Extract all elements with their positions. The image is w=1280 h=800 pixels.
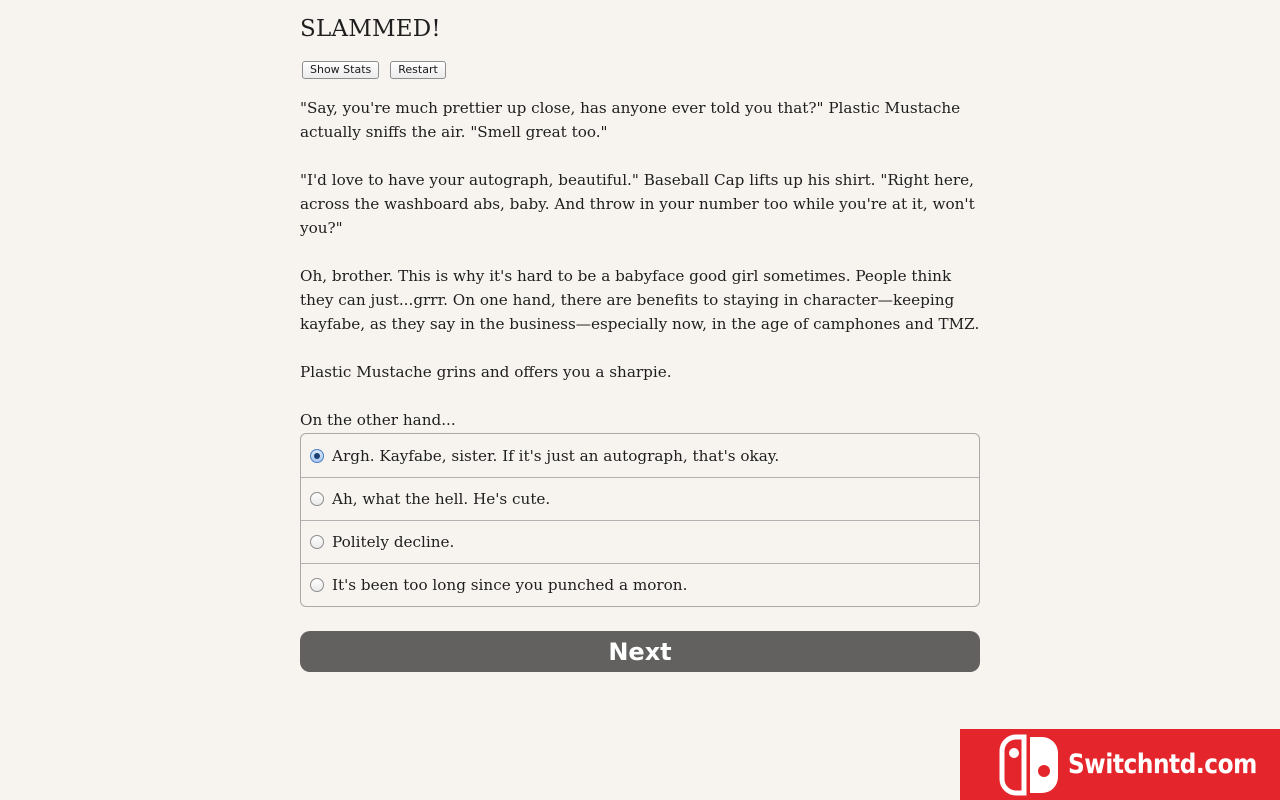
next-button[interactable]: Next: [300, 631, 980, 672]
choice-list: [300, 433, 980, 607]
story-paragraph: Plastic Mustache grins and offers you a sharpie.: [300, 363, 672, 381]
watermark-banner: [960, 729, 1280, 800]
story-paragraph: Oh, brother. This is why it's hard to be a babyface good girl sometimes. People think they can just...grrr. On one hand, there are benefits to staying in character—keeping kayfabe, as they say in the business—especially now, in the age of camphones and TMZ.: [300, 267, 980, 333]
choice-label: Argh. Kayfabe, sister. If it's just an autograph, that's okay.: [332, 446, 780, 465]
choice-option[interactable]: [301, 520, 979, 563]
choice-label: Politely decline.: [332, 533, 455, 551]
radio-button[interactable]: [310, 535, 324, 549]
nintendo-switch-logo-icon: [998, 733, 1062, 797]
radio-button[interactable]: [310, 449, 324, 463]
story-paragraph: "I'd love to have your autograph, beautiful." Baseball Cap lifts up his shirt. "Right here, across the washboard abs, baby. And throw in your number too while you're at it, won't you?": [300, 171, 975, 237]
choice-label: It's been too long since you punched a moron.: [332, 576, 688, 594]
story-text: [300, 96, 980, 456]
story-paragraph: On the other hand...: [300, 411, 456, 429]
choice-label: Ah, what the hell. He's cute.: [332, 490, 551, 508]
radio-button[interactable]: [310, 492, 324, 506]
story-paragraph: "Say, you're much prettier up close, has anyone ever told you that?" Plastic Mustache actually sniffs the air. "Smell great too.": [300, 99, 961, 141]
show-stats-button[interactable]: Show Stats: [302, 61, 379, 79]
choice-option[interactable]: [301, 477, 979, 520]
game-title: SLAMMED!: [300, 16, 441, 42]
toolbar: [302, 61, 446, 79]
radio-button[interactable]: [310, 578, 324, 592]
choice-option[interactable]: [301, 434, 979, 477]
choice-option[interactable]: [301, 563, 979, 606]
restart-button[interactable]: Restart: [390, 61, 446, 79]
watermark-text: Switchntd.com: [1068, 749, 1257, 780]
